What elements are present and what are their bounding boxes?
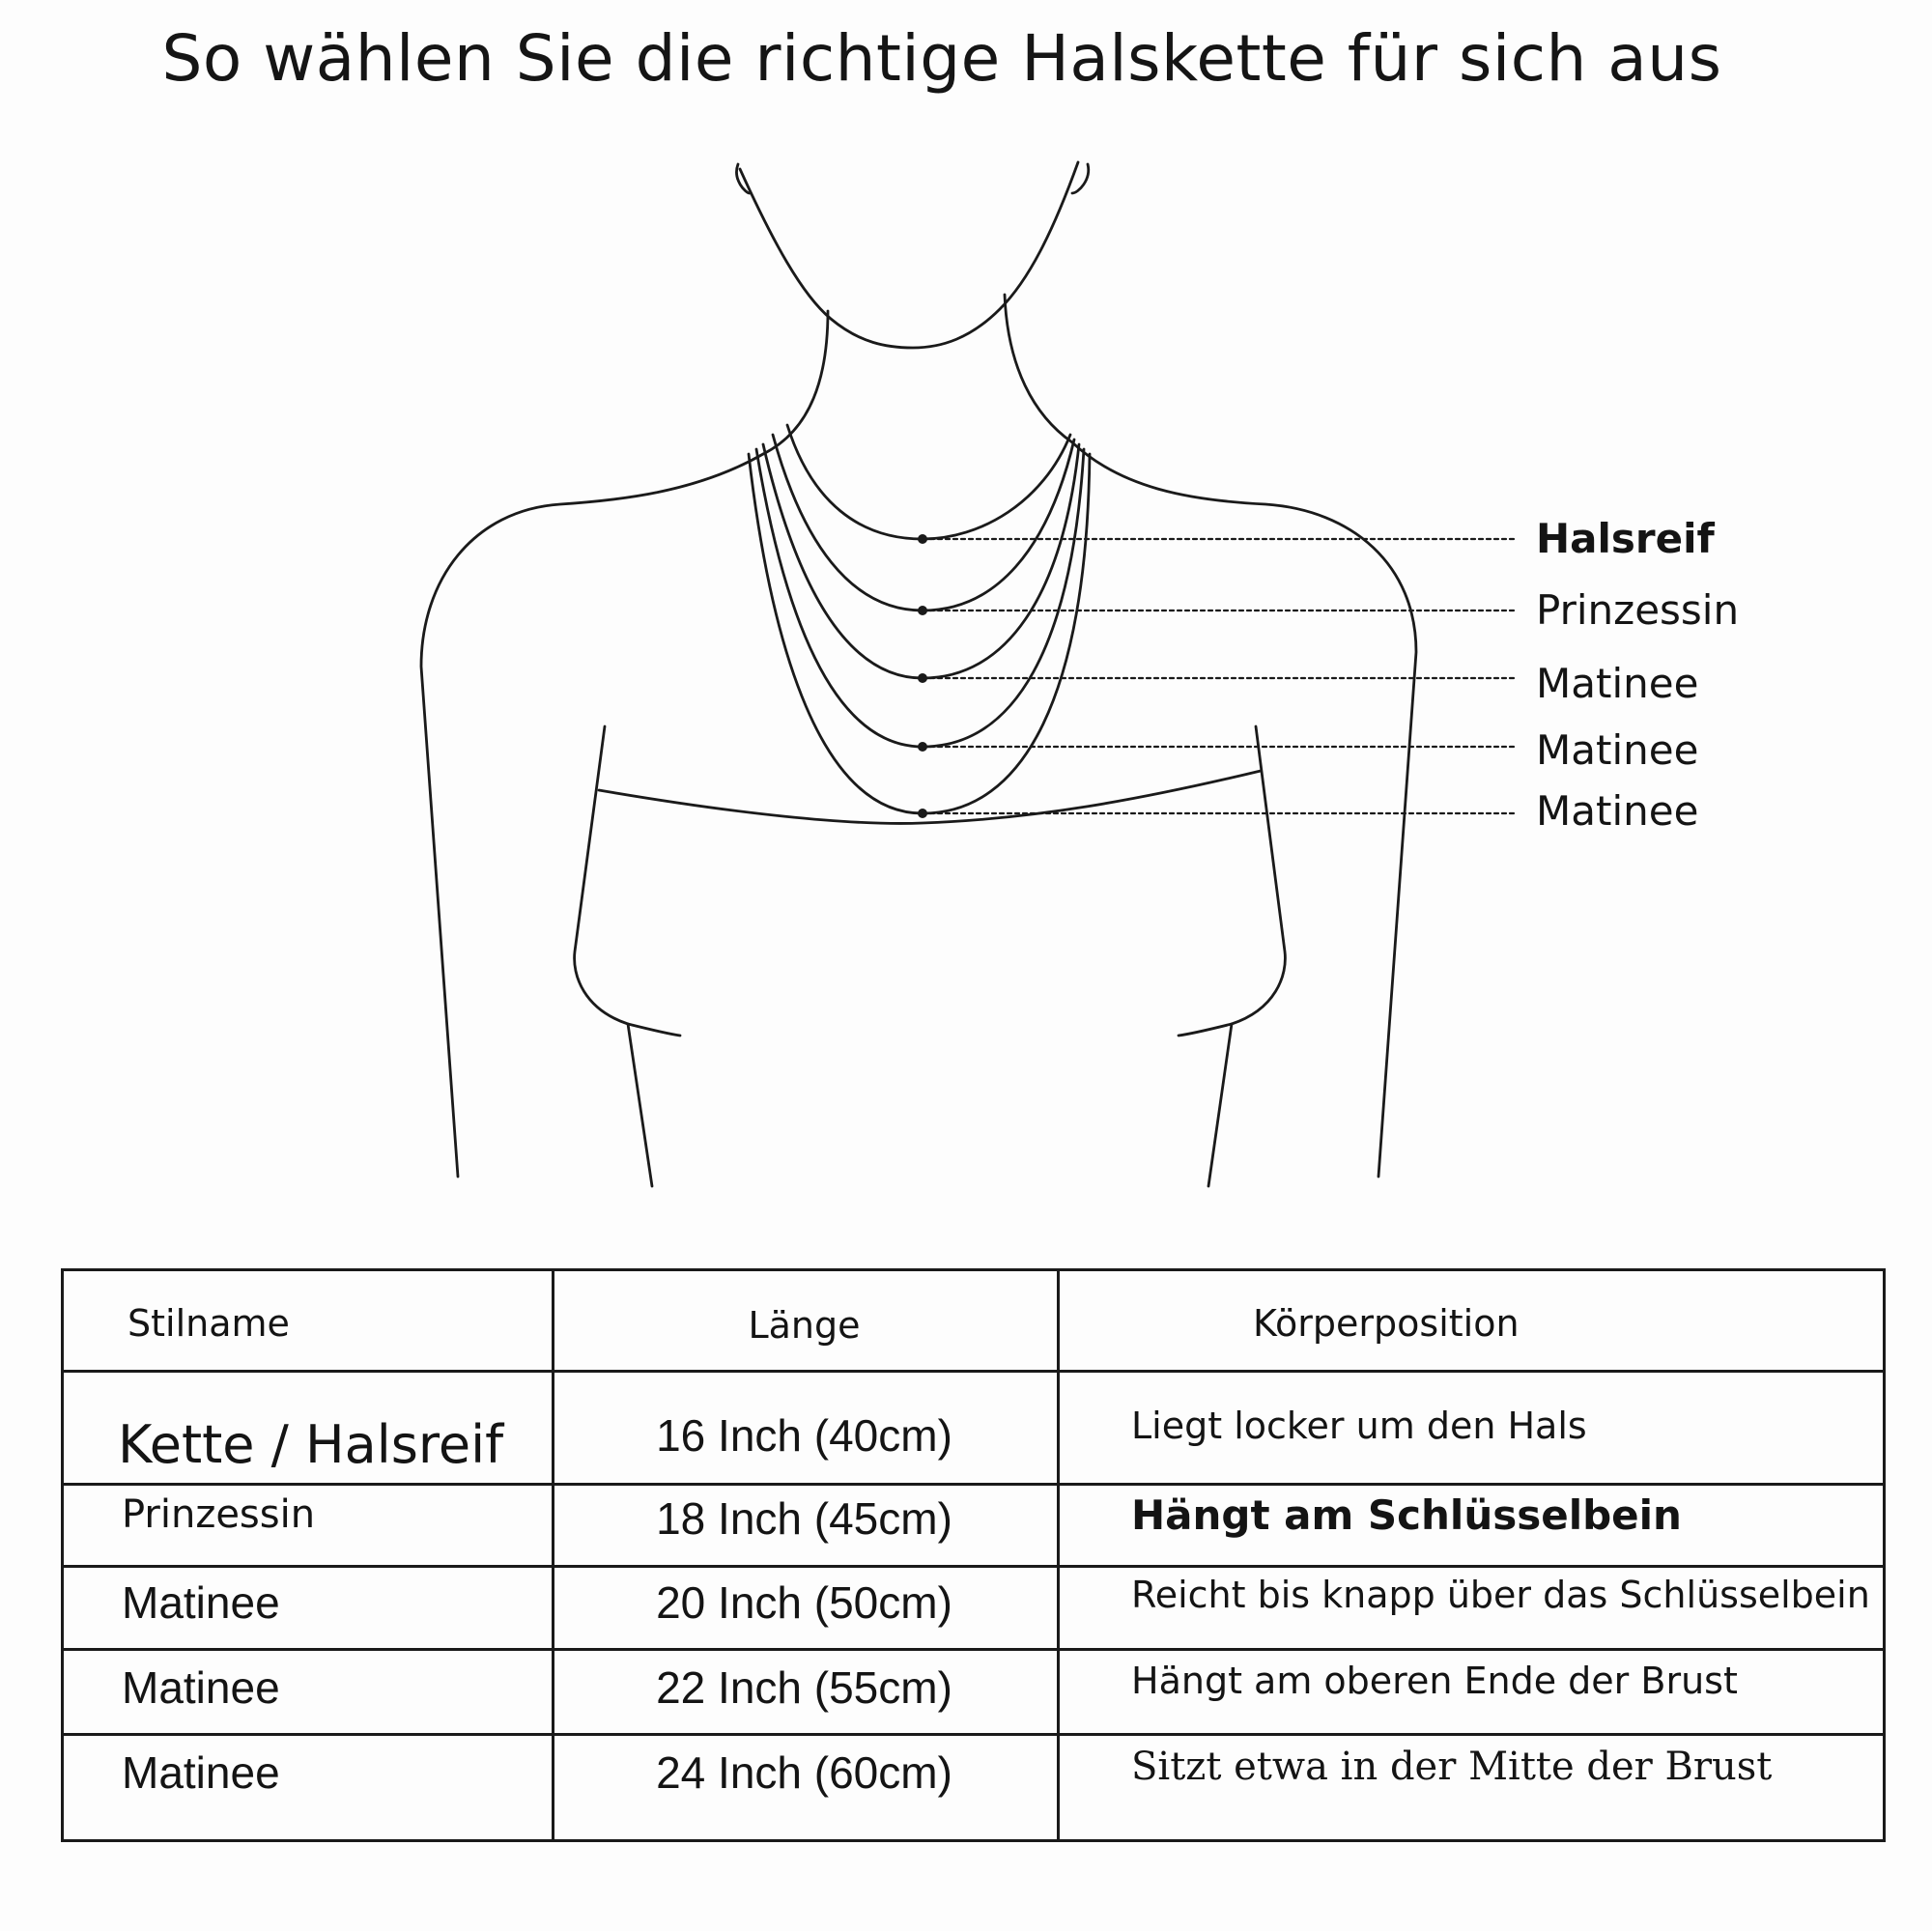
right-shoulder-arm xyxy=(1072,442,1416,1177)
header-length: Länge xyxy=(748,1304,861,1347)
necklace-1-choker xyxy=(787,425,1070,539)
row-3-style: Matinee xyxy=(122,1577,280,1628)
row-2-length: 18 Inch (45cm) xyxy=(656,1493,952,1544)
row-5-position: Sitzt etwa in der Mitte der Brust xyxy=(1131,1745,1773,1789)
header-body-position: Körperposition xyxy=(1253,1302,1520,1345)
left-breast-curve xyxy=(628,1024,680,1036)
row-5-style: Matinee xyxy=(122,1747,280,1798)
jaw-line xyxy=(740,162,1078,348)
chain-label-matinee-3: Matinee xyxy=(1536,787,1699,835)
necklace-3-matinee xyxy=(763,444,1079,678)
row-3-position: Reicht bis knapp über das Schlüsselbein xyxy=(1131,1574,1870,1616)
left-torso xyxy=(575,726,652,1186)
bust-line xyxy=(599,771,1261,823)
chain-label-halsreif: Halsreif xyxy=(1536,515,1715,562)
page-title: So wählen Sie die richtige Halskette für sich aus xyxy=(161,21,1722,96)
header-style-name: Stilname xyxy=(128,1302,290,1345)
row-divider-header xyxy=(64,1370,1883,1373)
row-divider-2 xyxy=(64,1565,1883,1568)
row-2-position: Hängt am Schlüsselbein xyxy=(1131,1491,1682,1539)
row-4-length: 22 Inch (55cm) xyxy=(656,1662,952,1713)
right-breast-curve xyxy=(1179,1024,1232,1036)
chain-label-prinzessin: Prinzessin xyxy=(1536,586,1740,634)
neck-right xyxy=(1005,295,1072,442)
chain-label-matinee-1: Matinee xyxy=(1536,660,1699,707)
necklace-dot-3 xyxy=(918,673,927,683)
row-1-length: 16 Inch (40cm) xyxy=(656,1410,952,1461)
row-divider-3 xyxy=(64,1648,1883,1651)
row-3-length: 20 Inch (50cm) xyxy=(656,1577,952,1628)
necklace-dot-5 xyxy=(918,809,927,818)
chain-label-matinee-2: Matinee xyxy=(1536,726,1699,774)
row-4-style: Matinee xyxy=(122,1662,280,1713)
column-divider-2 xyxy=(1057,1271,1060,1839)
row-4-position: Hängt am oberen Ende der Brust xyxy=(1131,1660,1738,1702)
necklace-2-princess xyxy=(773,435,1074,611)
row-divider-4 xyxy=(64,1733,1883,1736)
necklace-dot-4 xyxy=(918,742,927,752)
row-2-style: Prinzessin xyxy=(122,1492,316,1537)
row-1-style: Kette / Halsreif xyxy=(118,1414,504,1475)
necklace-dot-2 xyxy=(918,606,927,615)
necklace-size-table xyxy=(61,1268,1886,1842)
row-divider-1 xyxy=(64,1483,1883,1486)
necklace-dot-1 xyxy=(918,534,927,544)
neck-left xyxy=(763,311,828,454)
row-1-position: Liegt locker um den Hals xyxy=(1131,1405,1587,1447)
row-5-length: 24 Inch (60cm) xyxy=(656,1747,952,1798)
right-torso xyxy=(1208,726,1285,1186)
